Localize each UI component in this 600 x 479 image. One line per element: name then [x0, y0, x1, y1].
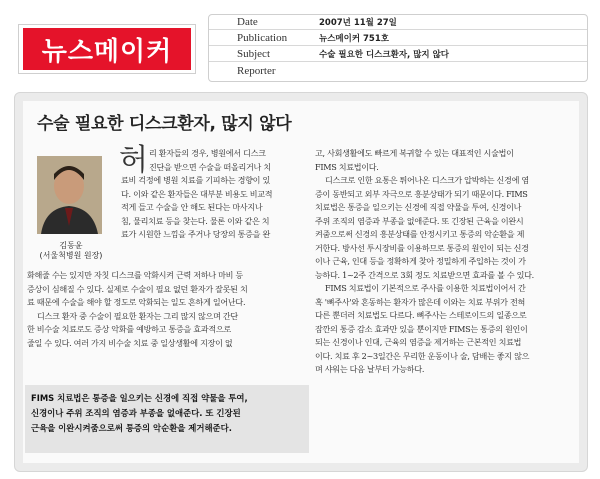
author-caption: [31, 241, 111, 261]
meta-publication-row: [209, 31, 587, 46]
column-1-top: [149, 147, 307, 174]
author-photo: [37, 156, 102, 234]
meta-reporter-label: Reporter: [237, 64, 276, 77]
column-1-beside-photo: [121, 174, 307, 242]
text-line: 되는 신경이나 인대, 근육의 염증을 제거하는 근본적인 치료법: [315, 337, 522, 347]
text-line: 료 때문에 수술을 해야 할 정도로 악화되는 일도 흔하게 일어난다.: [27, 297, 246, 307]
pull-quote-line: 신경이나 주위 조직의 염증과 부종을 없애준다. 또 긴장된: [31, 408, 241, 418]
text-line: 료가 시원한 느낌을 주거나 당장의 통증을 완: [121, 229, 270, 239]
text-line: FIMS 치료법이다.: [315, 161, 379, 172]
text-line: 거한다. 방사선 투시장비를 이용하므로 통증의 원인이 되는 신경: [315, 242, 529, 253]
drop-cap: 허: [119, 143, 148, 178]
pull-quote-box: [25, 385, 309, 453]
text-line: 혹 '뼈주사'와 혼동하는 환자가 많은데 이와는 치료 부위가 전혀: [315, 296, 525, 307]
text-line: FIMS 치료법이 기본적으로 주사를 이용한 치료법이어서 간: [325, 283, 526, 293]
text-line: 한 비수술 치료로도 증상 악화를 예방하고 통증을 효과적으로: [27, 324, 231, 334]
text-line: 며 샤워는 다음 날부터 가능하다.: [315, 364, 425, 374]
meta-publication-value: 뉴스메이커 751호: [319, 34, 389, 44]
text-line: 능하다. 1~2주 간격으로 3회 정도 치료받으면 효과를 볼 수 있다.: [315, 269, 534, 280]
text-line: 리 환자들의 경우, 병원에서 디스크: [149, 148, 266, 158]
text-line: 다른 뿐더러 치료법도 다르다. 뼈주사는 스테로이드의 일종으로: [315, 310, 527, 320]
meta-subject-row: [209, 47, 587, 62]
text-line: 증상이 심해질 수 있다. 실제로 수술이 필요 없던 환자가 잘못된 치: [27, 283, 248, 294]
column-2: [315, 147, 577, 377]
meta-date-value: 2007년 11월 27일: [319, 18, 397, 28]
portrait-image: [37, 156, 102, 234]
author-title: (서울척병원 원장): [39, 251, 103, 260]
meta-subject-value: 수술 필요한 디스크환자, 많지 않다: [319, 50, 450, 60]
text-line: 주위 조직의 염증과 부종을 없애준다. 또 긴장된 근육을 이완시: [315, 215, 524, 226]
text-line: 증이 동반되고 외부 자극으로 흥분상태가 되기 때문이다. FIMS: [315, 188, 528, 199]
meta-publication-label: Publication: [237, 32, 288, 44]
text-line: 잠깐의 통증 감소 효과만 있을 뿐이지만 FIMS는 통증의 원인이: [315, 323, 528, 334]
logo-text: 뉴스메이커: [23, 28, 191, 70]
text-line: 디스크로 인한 요통은 튀어나온 디스크가 압박하는 신경에 염: [325, 175, 529, 185]
text-line: 이나 근육, 인대 등을 정확하게 찾아 정밀하게 주입하는 것이 가: [315, 256, 526, 266]
text-line: 침, 물리치료 등을 찾는다. 물론 이와 같은 치: [121, 215, 270, 226]
text-line: 줄일 수 있다. 여러 가지 비수술 치료 중 일상생활에 지장이 없: [27, 337, 233, 348]
newsmaker-logo: [18, 24, 196, 74]
column-1-body: [27, 269, 309, 350]
meta-date-label: Date: [237, 16, 258, 28]
article-page: [23, 101, 579, 463]
author-name: 김동윤: [59, 241, 83, 250]
meta-reporter-row: [209, 63, 587, 78]
text-line: 료비 걱정에 병원 치료를 기피하는 경향이 있: [121, 175, 270, 185]
text-line: 고, 사회생활에도 빠르게 복귀할 수 있는 대표적인 시술법이: [315, 148, 514, 158]
text-line: 진단을 받으면 수술을 떠올리거나 치: [149, 161, 271, 172]
clipping-metadata-box: [208, 14, 588, 82]
meta-subject-label: Subject: [237, 48, 270, 60]
pull-quote-line: FIMS 치료법은 통증을 일으키는 신경에 직접 약물을 투여,: [31, 393, 248, 403]
article-headline: 수술 필요한 디스크환자, 많지 않다: [37, 114, 292, 134]
text-line: 켜줌으로써 신경의 흥분상태를 안정시키고 통증의 악순환을 제: [315, 229, 525, 239]
text-line: 적게 들고 수술을 안 해도 된다는 마사지나: [121, 202, 263, 212]
text-line: 치료법은 통증을 일으키는 신경에 직접 약물을 투여, 신경이나: [315, 202, 522, 212]
text-line: 화해줄 수는 있지만 자칫 디스크를 악화시켜 근력 저하나 마비 등: [27, 270, 243, 280]
article-frame: [14, 92, 588, 472]
meta-date-row: [209, 15, 587, 30]
text-line: 다. 이와 같은 환자들은 대부분 비용도 비교적: [121, 188, 273, 199]
pull-quote-line: 근육을 이완시켜줌으로써 통증의 악순환을 제거해준다.: [31, 423, 232, 433]
text-line: 이다. 치료 후 2~3일간은 무리한 운동이나 술, 담배는 좋지 않으: [315, 350, 530, 361]
text-line: 디스크 환자 중 수술이 필요한 환자는 그리 많지 않으며 간단: [37, 310, 238, 321]
